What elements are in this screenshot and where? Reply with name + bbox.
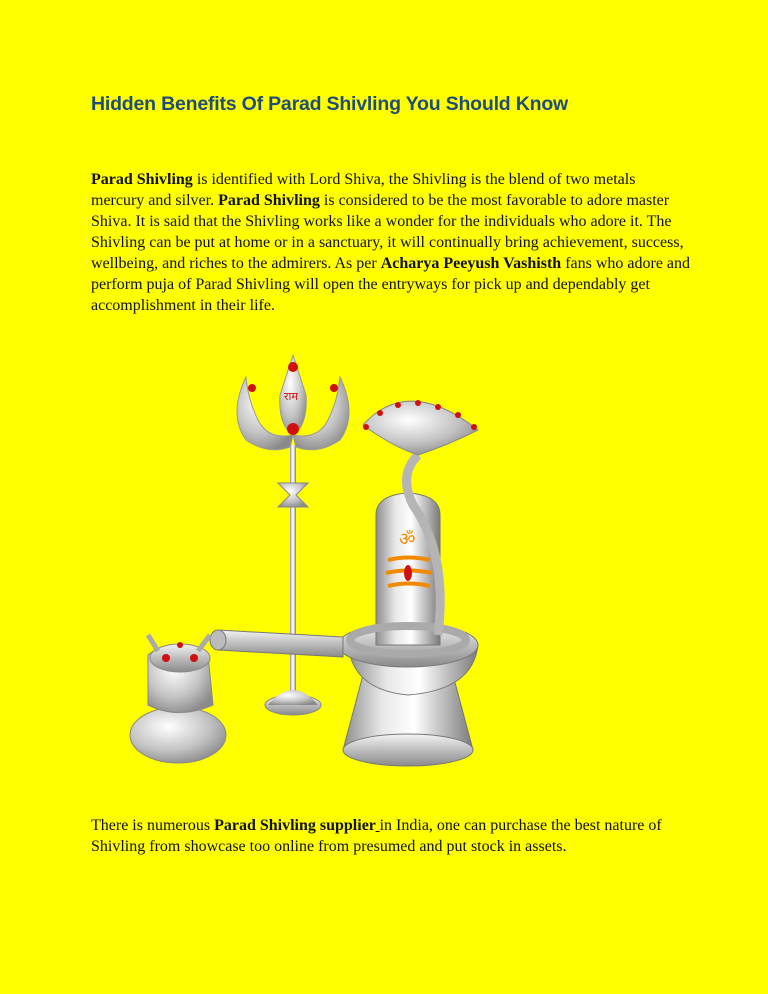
page-title: Hidden Benefits Of Parad Shivling You Should Know [91,93,569,115]
parad-shivling-image [118,355,493,785]
bold-name: Acharya Peeyush Vashisth [380,255,562,272]
om-symbol: ॐ [399,529,416,550]
nandi [130,635,226,763]
paragraph-text: in India, one can purchase the best nature of Shivling from showcase too online from presumed and put stock in assets. [91,817,662,855]
paragraph-text: is considered to be the most favorable to adore master Shiva. It is said that the Shivling works like a wonder for the individuals who adore it. The Shivling can be put at home or in a sanctuary, it will continually bring achievement, success, wellbeing, and riches to the admirers. As per [91,192,684,272]
lingam [350,400,478,654]
trishul-icon [237,355,349,715]
paragraph-text: There is numerous [91,817,215,834]
bold-term: Parad Shivling [218,192,320,209]
trishul-mark: राम [284,390,298,403]
supplier-link-label: Parad Shivling supplier [214,817,376,834]
supplier-paragraph [91,815,691,857]
paragraph-text: is identified with Lord Shiva, the Shivling is the blend of two metals mercury and silver. [91,171,636,209]
bold-term: Parad Shivling [91,171,193,188]
supplier-link[interactable] [214,817,380,834]
intro-paragraph [91,169,691,316]
paragraph-text: fans who adore and perform puja of Parad Shivling will open the entryways for pick up and dependably get accomplishment in their life. [91,255,691,314]
